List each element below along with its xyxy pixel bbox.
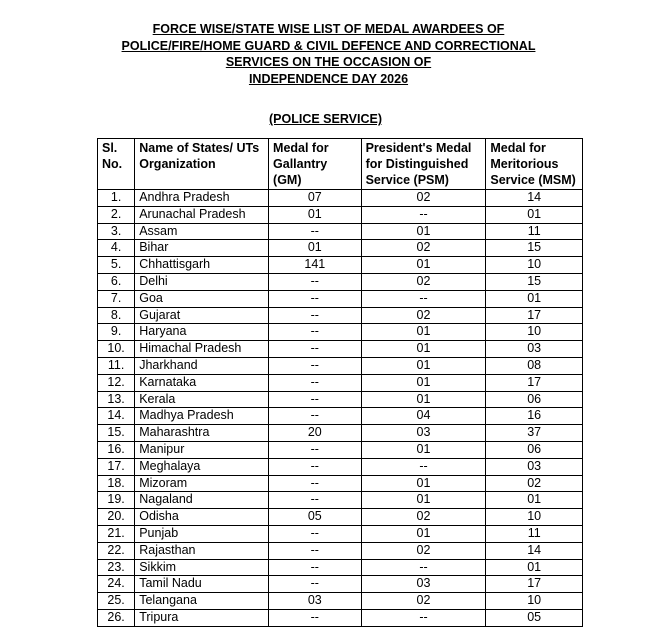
cell-sl-no: 19. (98, 492, 135, 509)
cell-psm: 02 (361, 542, 486, 559)
table-row (98, 391, 583, 408)
cell-state-name: Haryana (135, 324, 269, 341)
cell-psm: 01 (361, 324, 486, 341)
table-row (98, 425, 583, 442)
cell-gallantry: 07 (269, 190, 362, 207)
table-row (98, 441, 583, 458)
cell-msm: 06 (486, 441, 583, 458)
cell-gallantry: 20 (269, 425, 362, 442)
cell-state-name: Assam (135, 223, 269, 240)
cell-gallantry: -- (269, 341, 362, 358)
cell-sl-no: 20. (98, 509, 135, 526)
cell-gallantry: 141 (269, 257, 362, 274)
header-sl-no: Sl. No. (98, 139, 135, 190)
document-title (0, 21, 657, 87)
cell-gallantry: -- (269, 391, 362, 408)
cell-psm: 02 (361, 307, 486, 324)
table-row (98, 542, 583, 559)
cell-msm: 01 (486, 559, 583, 576)
cell-psm: 02 (361, 593, 486, 610)
table-row (98, 290, 583, 307)
cell-state-name: Punjab (135, 525, 269, 542)
cell-gallantry: -- (269, 475, 362, 492)
cell-sl-no: 10. (98, 341, 135, 358)
cell-state-name: Rajasthan (135, 542, 269, 559)
cell-state-name: Kerala (135, 391, 269, 408)
cell-sl-no: 25. (98, 593, 135, 610)
cell-state-name: Andhra Pradesh (135, 190, 269, 207)
title-line-2: POLICE/FIRE/HOME GUARD & CIVIL DEFENCE AND CORRECTIONAL (121, 38, 536, 53)
cell-sl-no: 13. (98, 391, 135, 408)
cell-state-name: Manipur (135, 441, 269, 458)
cell-psm: 02 (361, 190, 486, 207)
cell-state-name: Meghalaya (135, 458, 269, 475)
cell-msm: 15 (486, 240, 583, 257)
cell-gallantry: 01 (269, 240, 362, 257)
title-line-1: FORCE WISE/STATE WISE LIST OF MEDAL AWARDEES OF (152, 22, 505, 36)
cell-state-name: Bihar (135, 240, 269, 257)
table-row (98, 559, 583, 576)
table-row (98, 492, 583, 509)
cell-msm: 17 (486, 307, 583, 324)
cell-psm: 01 (361, 223, 486, 240)
cell-state-name: Madhya Pradesh (135, 408, 269, 425)
cell-psm: 01 (361, 492, 486, 509)
cell-state-name: Mizoram (135, 475, 269, 492)
header-msm: Medal for Meritorious Service (MSM) (486, 139, 583, 190)
cell-gallantry: -- (269, 576, 362, 593)
cell-gallantry: -- (269, 458, 362, 475)
cell-gallantry: 03 (269, 593, 362, 610)
cell-gallantry: -- (269, 223, 362, 240)
table-row (98, 593, 583, 610)
cell-msm: 03 (486, 341, 583, 358)
cell-sl-no: 3. (98, 223, 135, 240)
cell-sl-no: 22. (98, 542, 135, 559)
cell-psm: -- (361, 559, 486, 576)
title-line-3: SERVICES ON THE OCCASION OF (225, 55, 432, 69)
table-header-row (98, 139, 583, 190)
cell-msm: 01 (486, 492, 583, 509)
cell-msm: 02 (486, 475, 583, 492)
cell-state-name: Nagaland (135, 492, 269, 509)
cell-state-name: Telangana (135, 593, 269, 610)
cell-gallantry: -- (269, 609, 362, 626)
cell-state-name: Maharashtra (135, 425, 269, 442)
table-row (98, 307, 583, 324)
cell-state-name: Sikkim (135, 559, 269, 576)
cell-psm: -- (361, 609, 486, 626)
cell-msm: 10 (486, 509, 583, 526)
cell-gallantry: -- (269, 525, 362, 542)
cell-msm: 15 (486, 273, 583, 290)
table-row (98, 374, 583, 391)
cell-gallantry: -- (269, 357, 362, 374)
cell-state-name: Odisha (135, 509, 269, 526)
cell-msm: 17 (486, 374, 583, 391)
cell-sl-no: 4. (98, 240, 135, 257)
cell-msm: 10 (486, 257, 583, 274)
table-row (98, 408, 583, 425)
cell-sl-no: 23. (98, 559, 135, 576)
cell-msm: 17 (486, 576, 583, 593)
header-state-name: Name of States/ UTs Organization (135, 139, 269, 190)
cell-msm: 05 (486, 609, 583, 626)
cell-msm: 08 (486, 357, 583, 374)
cell-msm: 01 (486, 206, 583, 223)
cell-sl-no: 21. (98, 525, 135, 542)
cell-psm: -- (361, 458, 486, 475)
table-row (98, 357, 583, 374)
cell-sl-no: 12. (98, 374, 135, 391)
cell-msm: 06 (486, 391, 583, 408)
cell-sl-no: 5. (98, 257, 135, 274)
cell-state-name: Delhi (135, 273, 269, 290)
cell-psm: -- (361, 290, 486, 307)
cell-msm: 10 (486, 324, 583, 341)
table-row (98, 324, 583, 341)
cell-state-name: Jharkhand (135, 357, 269, 374)
cell-state-name: Tamil Nadu (135, 576, 269, 593)
cell-gallantry: 05 (269, 509, 362, 526)
cell-state-name: Gujarat (135, 307, 269, 324)
table-row (98, 223, 583, 240)
cell-sl-no: 7. (98, 290, 135, 307)
cell-psm: 01 (361, 441, 486, 458)
cell-sl-no: 24. (98, 576, 135, 593)
cell-psm: 01 (361, 475, 486, 492)
cell-sl-no: 6. (98, 273, 135, 290)
cell-sl-no: 1. (98, 190, 135, 207)
cell-psm: 03 (361, 576, 486, 593)
cell-msm: 37 (486, 425, 583, 442)
cell-psm: 02 (361, 509, 486, 526)
table-row (98, 458, 583, 475)
header-psm: President's Medal for Distinguished Service (PSM) (361, 139, 486, 190)
cell-msm: 14 (486, 542, 583, 559)
cell-gallantry: -- (269, 559, 362, 576)
cell-msm: 11 (486, 525, 583, 542)
cell-gallantry: -- (269, 408, 362, 425)
cell-psm: 01 (361, 357, 486, 374)
cell-gallantry: 01 (269, 206, 362, 223)
header-gallantry: Medal for Gallantry (GM) (269, 139, 362, 190)
table-row (98, 509, 583, 526)
table-row (98, 206, 583, 223)
cell-gallantry: -- (269, 542, 362, 559)
table-row (98, 257, 583, 274)
cell-msm: 01 (486, 290, 583, 307)
table-row (98, 240, 583, 257)
table-body (98, 190, 583, 627)
section-subtitle: (POLICE SERVICE) (269, 112, 382, 126)
cell-gallantry: -- (269, 324, 362, 341)
cell-gallantry: -- (269, 307, 362, 324)
cell-state-name: Goa (135, 290, 269, 307)
table-row (98, 341, 583, 358)
cell-psm: 01 (361, 374, 486, 391)
cell-sl-no: 18. (98, 475, 135, 492)
cell-gallantry: -- (269, 273, 362, 290)
cell-psm: 03 (361, 425, 486, 442)
table-row (98, 273, 583, 290)
cell-sl-no: 11. (98, 357, 135, 374)
cell-sl-no: 16. (98, 441, 135, 458)
title-line-4: INDEPENDENCE DAY 2026 (248, 71, 409, 86)
cell-sl-no: 14. (98, 408, 135, 425)
cell-sl-no: 15. (98, 425, 135, 442)
cell-psm: 04 (361, 408, 486, 425)
cell-sl-no: 9. (98, 324, 135, 341)
cell-gallantry: -- (269, 374, 362, 391)
cell-sl-no: 8. (98, 307, 135, 324)
table-row (98, 525, 583, 542)
cell-gallantry: -- (269, 441, 362, 458)
table-row (98, 576, 583, 593)
cell-msm: 11 (486, 223, 583, 240)
cell-msm: 14 (486, 190, 583, 207)
table-row (98, 190, 583, 207)
cell-psm: -- (361, 206, 486, 223)
cell-psm: 02 (361, 240, 486, 257)
cell-state-name: Karnataka (135, 374, 269, 391)
medal-table (97, 138, 583, 627)
cell-psm: 02 (361, 273, 486, 290)
cell-msm: 03 (486, 458, 583, 475)
cell-psm: 01 (361, 525, 486, 542)
cell-msm: 16 (486, 408, 583, 425)
cell-psm: 01 (361, 257, 486, 274)
cell-gallantry: -- (269, 492, 362, 509)
cell-sl-no: 2. (98, 206, 135, 223)
cell-gallantry: -- (269, 290, 362, 307)
cell-state-name: Arunachal Pradesh (135, 206, 269, 223)
cell-psm: 01 (361, 391, 486, 408)
cell-state-name: Tripura (135, 609, 269, 626)
table-row (98, 475, 583, 492)
cell-state-name: Chhattisgarh (135, 257, 269, 274)
cell-sl-no: 26. (98, 609, 135, 626)
table-row (98, 609, 583, 626)
cell-psm: 01 (361, 341, 486, 358)
cell-msm: 10 (486, 593, 583, 610)
cell-state-name: Himachal Pradesh (135, 341, 269, 358)
cell-sl-no: 17. (98, 458, 135, 475)
